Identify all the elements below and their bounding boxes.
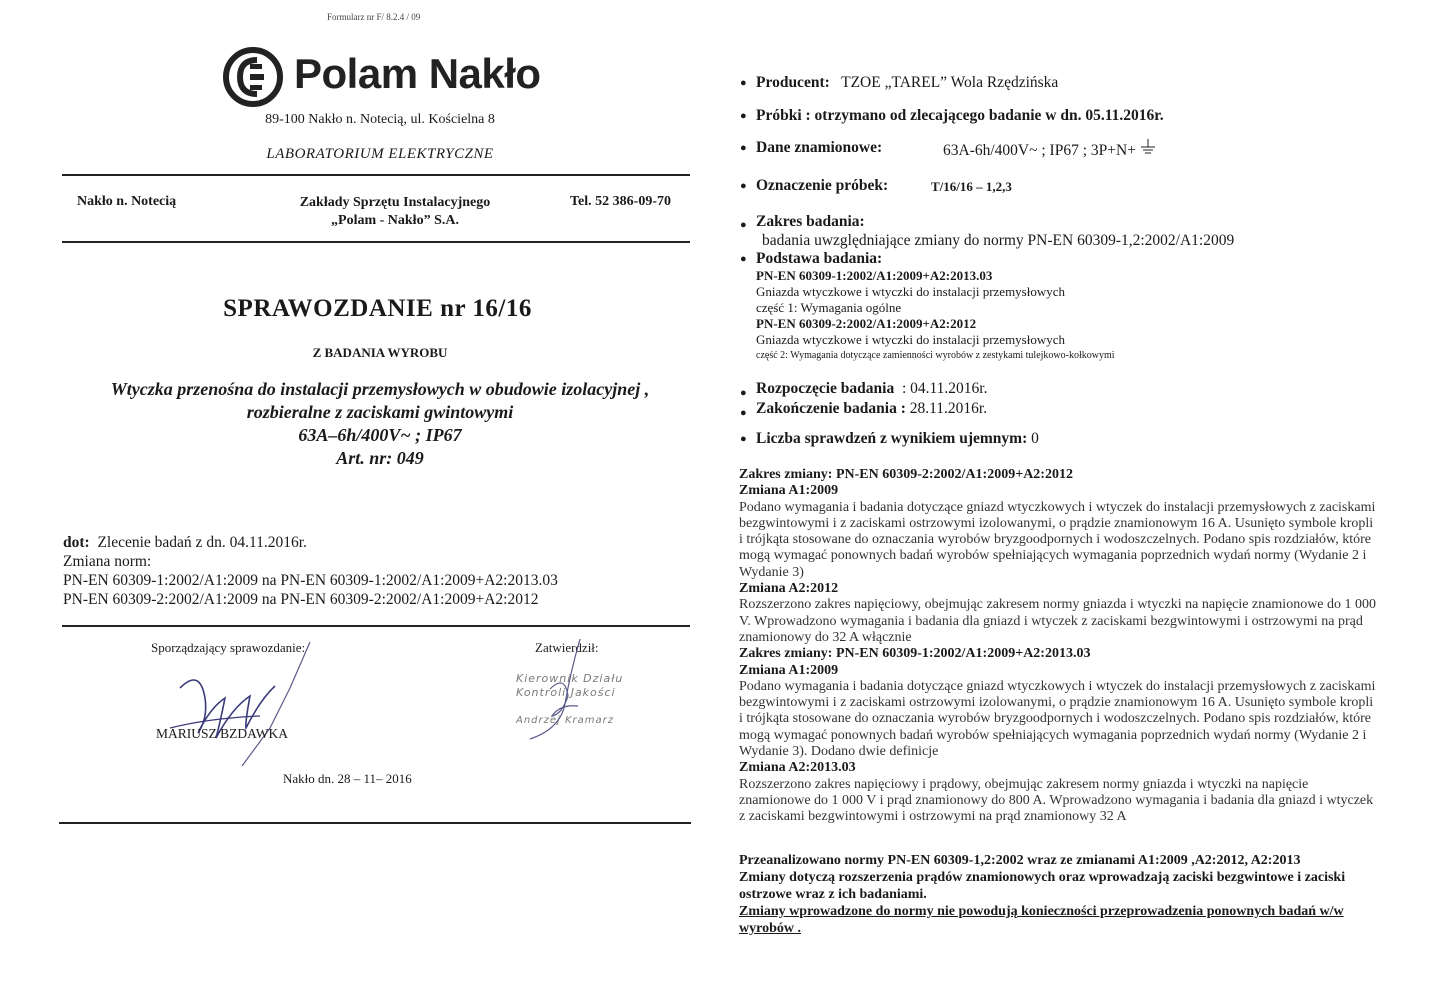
dot-text: Zlecenie badań z dn. 04.11.2016r.: [97, 534, 307, 551]
approver-signature-icon: [520, 634, 610, 744]
basis-norm-2-desc-1: Gniazda wtyczkowe i wtyczki do instalacji przemysłowych: [756, 332, 1066, 347]
scope-value: badania uwzględniające zmiany do normy PN-EN 60309-1,2:2002/A1:2009: [762, 232, 1235, 249]
change-a1-line: Podano wymagania i badania dotyczące gniazd wtyczkowych i wtyczek do instalacji przemysłowych z zaciskami: [739, 678, 1376, 694]
changes-block: [739, 467, 1419, 826]
basis-norm-2-desc-2: część 2: Wymagania dotyczące zamienności wyrobów z zestykami tulejkowo-kołkowymi: [756, 350, 1115, 361]
product-description: [40, 378, 720, 470]
summary-line-5: wyrobów .: [739, 921, 801, 936]
change-a2-line: Rozszerzono zakres napięciowy i prądowy, obejmując zakresem normy gniazda i wtyczki na napięcie: [739, 776, 1309, 792]
order-reference: [63, 533, 558, 609]
samples-row: [756, 107, 1164, 125]
summary-line-3: ostrzowe wraz z ich badaniami.: [739, 887, 927, 902]
change-a1-line: bezgwintowymi i z zaciskami ostrzowymi izolowanymi, o prądzie znamionowym 16 A. Usunięto symbole kropli: [739, 515, 1374, 531]
negative-row: [756, 430, 1039, 448]
end-value: 28.11.2016r.: [909, 400, 988, 417]
stamp-line-2: Kontroli Jakości: [516, 686, 616, 699]
header-city: Nakło n. Notecią: [77, 194, 177, 209]
basis-block: [756, 250, 1115, 364]
change-a1-line: Wydanie 3): [739, 564, 804, 580]
samples-text: Próbki : otrzymano od zlecającego badanie w dn. 05.11.2016r.: [756, 107, 1164, 124]
scope-label: Zakres badania:: [756, 213, 865, 230]
approved-label: Zatwierdził:: [535, 640, 599, 655]
logo-text: Polam Nakło: [294, 50, 541, 97]
form-number: Formularz nr F/ 8.2.4 / 09: [327, 12, 421, 22]
change-a1-label-2: Zmiana A1:2009: [739, 662, 839, 678]
stamp-line-3: Andrzej Kramarz: [516, 715, 615, 726]
company-line-2: „Polam - Nakło” S.A.: [331, 213, 459, 228]
bottom-rule: [59, 822, 691, 824]
norm-change-1: PN-EN 60309-1:2002/A1:2009 na PN-EN 60309-1:2002/A1:2009+A2:2013.03: [63, 572, 558, 589]
change-a1-line: mogą wymagać ponownych badań wyrobów spełniających wymagania poprzednich wydań normy (Wydanie 2 i: [739, 548, 1367, 564]
ground-symbol-icon: [1140, 139, 1156, 157]
report-subtitle: Z BADANIA WYROBU: [312, 345, 448, 360]
summary-block: [739, 852, 1429, 937]
producer-value: TZOE „TAREL” Wola Rzędzińska: [841, 74, 1059, 91]
change-a1-line: bezgwintowymi i z zaciskami ostrzowymi izolowanymi, o prądzie znamionowym 16 A. Usunięto symbole kropli: [739, 695, 1374, 711]
header-company: [250, 194, 540, 230]
change-scope-2: Zakres zmiany: PN-EN 60309-1:2002/A1:2009+A2:2013.03: [739, 646, 1091, 662]
prepared-name: MARIUSZ BZDAWKA: [156, 726, 289, 741]
change-a2-line: V. Wprowadzono wymagania i badania dla gniazd i wtyczek z zaciskami bezgwintowymi i ostrzowymi na prąd: [739, 613, 1363, 629]
lab-name: LABORATORIUM ELEKTRYCZNE: [266, 146, 494, 162]
change-a1-line: Wydanie 3). Dodano dwie definicje: [739, 744, 939, 760]
norm-change-2: PN-EN 60309-2:2002/A1:2009 na PN-EN 60309-2:2002/A1:2009+A2:2012: [63, 591, 539, 608]
basis-norm-2: PN-EN 60309-2:2002/A1:2009+A2:2012: [756, 316, 977, 331]
change-a2-line: znamionowe do 1 000 V i prąd znamionowy do 800 A. Wprowadzono wymagania i badania dla gniazd i wtyczek: [739, 792, 1374, 808]
place-date: Nakło dn. 28 – 11– 2016: [283, 771, 412, 786]
product-line-1: Wtyczka przenośna do instalacji przemysłowych w obudowie izolacyjnej ,: [110, 379, 650, 399]
negative-label: Liczba sprawdzeń z wynikiem ujemnym:: [756, 430, 1028, 447]
negative-value: 0: [1031, 430, 1039, 447]
header-bottom-rule: [62, 241, 690, 243]
ratings-value-wrap: [943, 139, 1156, 160]
header-tel: Tel. 52 386-09-70: [570, 194, 671, 209]
marking-value: T/16/16 – 1,2,3: [931, 179, 1012, 194]
producer-label: Producent:: [756, 74, 830, 91]
scope-block: [756, 212, 1234, 250]
polam-logo-icon: [222, 46, 284, 108]
dates-block: [756, 379, 988, 419]
ratings-row: [756, 139, 882, 157]
change-a1-line: Podano wymagania i badania dotyczące gniazd wtyczkowych i wtyczek do instalacji przemysłowych z zaciskami: [739, 499, 1376, 515]
start-label: Rozpoczęcie badania: [756, 380, 895, 397]
product-line-2: rozbieralne z zaciskami gwintowymi: [246, 402, 514, 422]
change-a1-line: i trójkąta stosowane do oznaczania wyrobów bryzgoodpornych i wodoszczelnych. Podano spis rozdziałów, które: [739, 711, 1372, 727]
summary-line-2: Zmiany dotyczą rozszerzenia prądów znamionowych oraz wprowadzają zaciski bezgwintowe i zaciski: [739, 870, 1346, 885]
preparer-signature-icon: [150, 638, 320, 768]
basis-label: Podstawa badania:: [756, 250, 883, 267]
basis-norm-1-desc-2: część 1: Wymagania ogólne: [756, 300, 902, 315]
basis-norm-1-desc-1: Gniazda wtyczkowe i wtyczki do instalacji przemysłowych: [756, 284, 1066, 299]
change-a2-label-2: Zmiana A2:2013.03: [739, 760, 856, 776]
product-line-3: 63A–6h/400V~ ; IP67: [298, 425, 462, 445]
change-a2-label-1: Zmiana A2:2012: [739, 581, 839, 597]
ratings-label: Dane znamionowe:: [756, 139, 883, 156]
change-a1-line: i trójkąta stosowane do oznaczania wyrobów bryzgoodpornych i wodoszczelnych. Podano spis rozdziałów, które: [739, 532, 1372, 548]
company-address: 89-100 Nakło n. Notecią, ul. Kościelna 8: [265, 112, 495, 127]
change-scope-1: Zakres zmiany: PN-EN 60309-2:2002/A1:2009+A2:2012: [739, 467, 1073, 482]
company-logo: [222, 46, 542, 110]
change-a1-label-1: Zmiana A1:2009: [739, 483, 839, 499]
header-top-rule: [62, 174, 690, 176]
end-label: Zakończenie badania :: [756, 400, 906, 417]
prepared-label: Sporządzający sprawozdanie:: [151, 640, 306, 655]
marking-label: Oznaczenie próbek:: [756, 177, 889, 194]
report-title: SPRAWOZDANIE nr 16/16: [223, 295, 532, 322]
dot-label: dot:: [63, 534, 90, 551]
producer-row: [756, 74, 1058, 92]
change-a2-line: z zaciskami bezgwintowymi i ostrzowymi na prąd znamionowy 32 A: [739, 809, 1127, 825]
product-line-4: Art. nr: 049: [336, 448, 424, 468]
company-line-1: Zakłady Sprzętu Instalacyjnego: [299, 195, 491, 210]
ratings-value: 63A-6h/400V~ ; IP67 ; 3P+N+: [943, 142, 1136, 159]
norm-change-label: Zmiana norm:: [63, 553, 152, 570]
change-a2-line: znamionowy do 32 A włącznie: [739, 629, 912, 645]
start-value: : 04.11.2016r.: [901, 380, 988, 397]
change-a2-line: Rozszerzono zakres napięciowy, obejmując zakresem normy gniazda i wtyczki na napięcie znamionowe do 1 000: [739, 597, 1377, 613]
signature-top-rule: [62, 625, 690, 627]
change-a1-line: mogą wymagać ponownych badań wyrobów spełniających wymagania poprzednich wydań normy (Wydanie 2 i: [739, 727, 1367, 743]
marking-row: [756, 177, 888, 195]
stamp-line-1: Kierownik Działu: [516, 672, 624, 685]
summary-line-1: Przeanalizowano normy PN-EN 60309-1,2:2002 wraz ze zmianami A1:2009 ,A2:2012, A2:2013: [739, 853, 1301, 868]
summary-line-4: Zmiany wprowadzone do normy nie powodują konieczności przeprowadzenia ponownych badań w/w: [739, 904, 1344, 919]
basis-norm-1: PN-EN 60309-1:2002/A1:2009+A2:2013.03: [756, 268, 993, 283]
